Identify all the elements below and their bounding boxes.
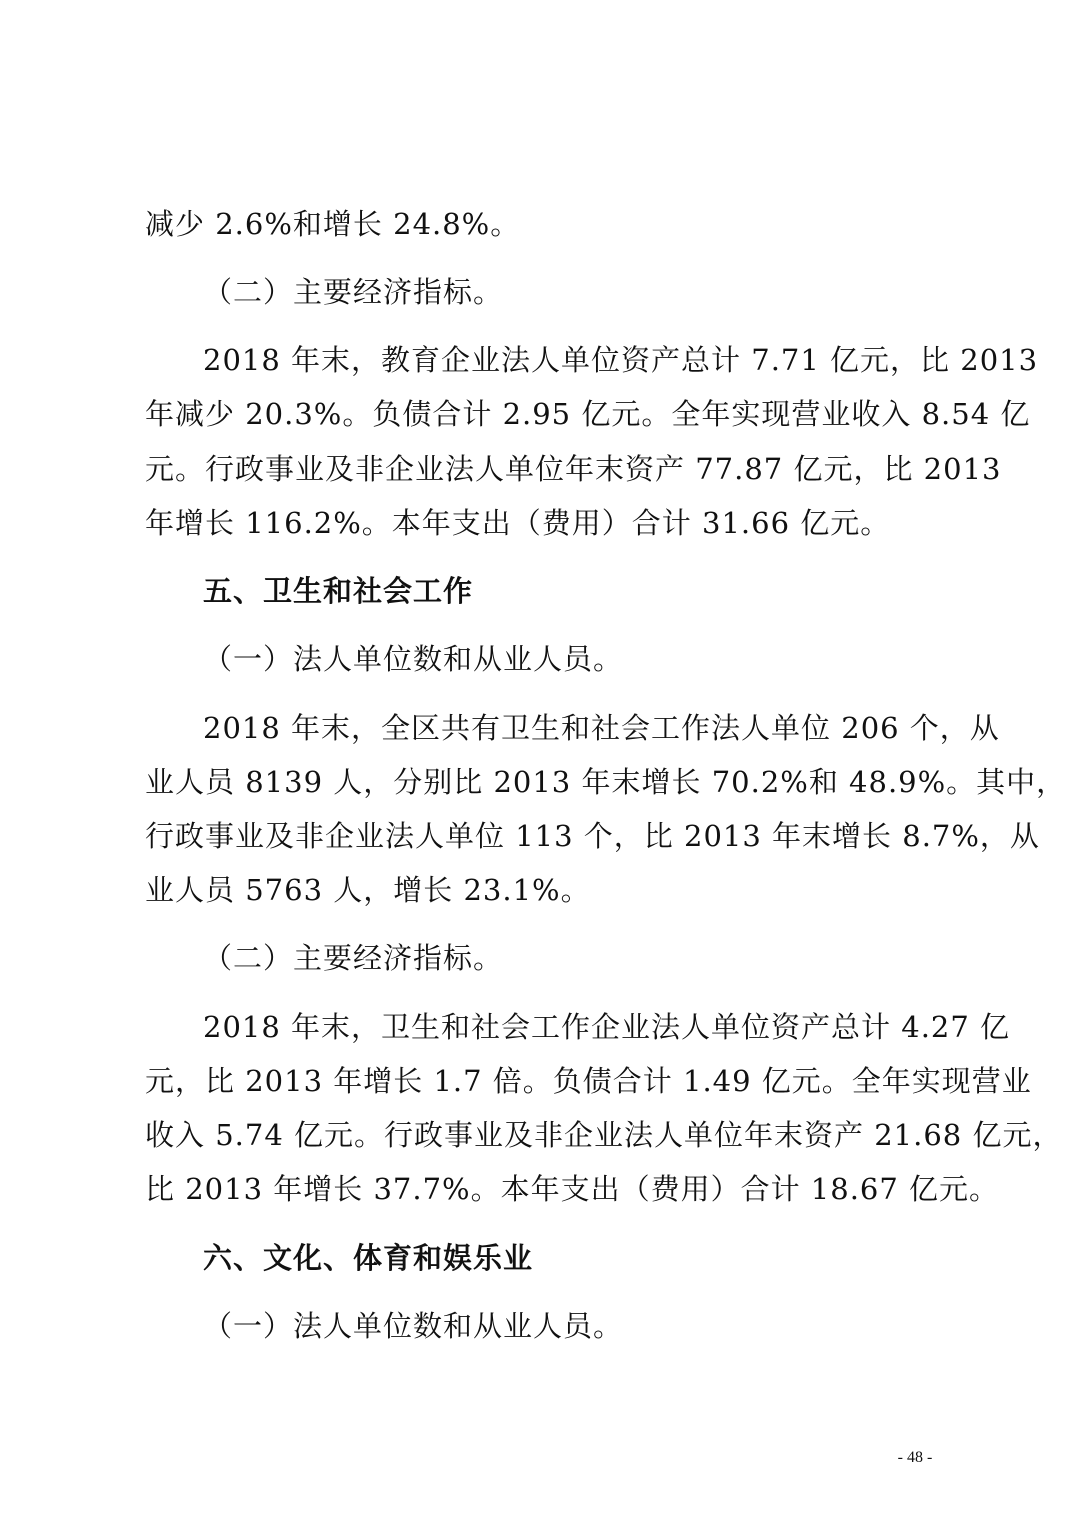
paragraph-line: 减少 2.6%和增长 24.8%。 <box>145 207 521 241</box>
page-number: - 48 - <box>897 1449 933 1466</box>
paragraph-line: 年减少 20.3%。负债合计 2.95 亿元。全年实现营业收入 8.54 亿 <box>145 397 1031 431</box>
paragraph-line: 业人员 5763 人，增长 23.1%。 <box>145 873 591 907</box>
subsection-heading: （二）主要经济指标。 <box>203 941 504 975</box>
paragraph-line: 业人员 8139 人，分别比 2013 年末增长 70.2%和 48.9%。其中， <box>145 765 1067 799</box>
paragraph-line: 收入 5.74 亿元。行政事业及非企业法人单位年末资产 21.68 亿元， <box>145 1118 1063 1152</box>
section-heading: 五、卫生和社会工作 <box>203 574 474 608</box>
paragraph-line: 元。行政事业及非企业法人单位年末资产 77.87 亿元，比 2013 <box>145 452 1002 486</box>
section-heading: 六、文化、体育和娱乐业 <box>203 1241 534 1275</box>
paragraph-line: 比 2013 年增长 37.7%。本年支出（费用）合计 18.67 亿元。 <box>145 1172 1000 1206</box>
paragraph-line: 行政事业及非企业法人单位 113 个，比 2013 年末增长 8.7%，从 <box>145 819 1040 853</box>
paragraph-line: 2018 年末，教育企业法人单位资产总计 7.71 亿元，比 2013 <box>203 343 1039 377</box>
paragraph-line: 年增长 116.2%。本年支出（费用）合计 31.66 亿元。 <box>145 506 891 540</box>
subsection-heading: （一）法人单位数和从业人员。 <box>203 642 624 676</box>
subsection-heading: （二）主要经济指标。 <box>203 275 504 309</box>
paragraph-line: 2018 年末，全区共有卫生和社会工作法人单位 206 个，从 <box>203 711 1000 745</box>
paragraph-line: 元，比 2013 年增长 1.7 倍。负债合计 1.49 亿元。全年实现营业 <box>145 1064 1032 1098</box>
subsection-heading: （一）法人单位数和从业人员。 <box>203 1309 624 1343</box>
paragraph-line: 2018 年末，卫生和社会工作企业法人单位资产总计 4.27 亿 <box>203 1010 1011 1044</box>
